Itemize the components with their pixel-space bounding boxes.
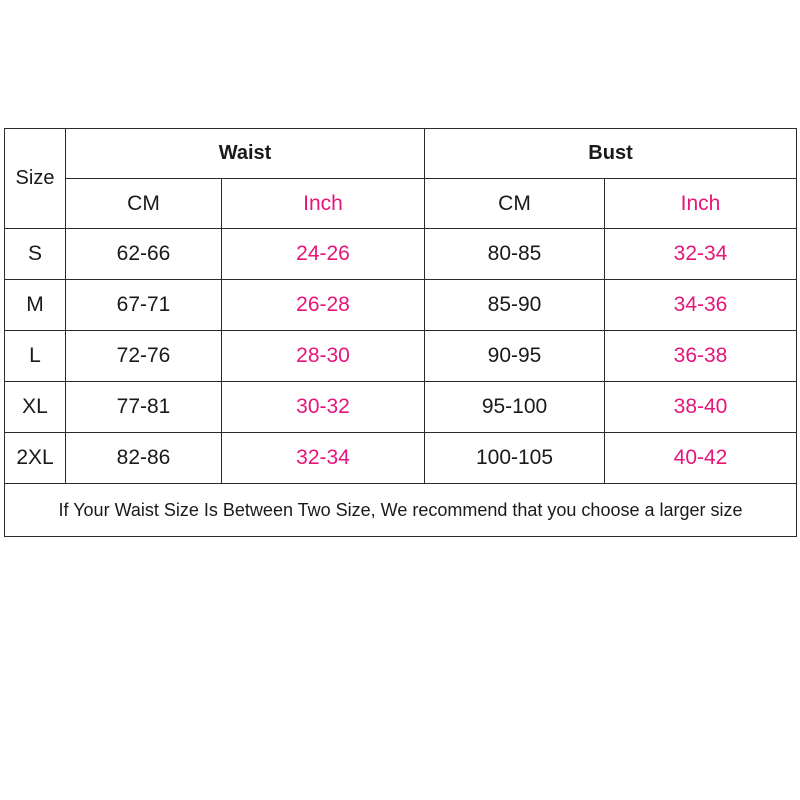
- table-row: [5, 280, 797, 331]
- waist-cm-cell: 77-81: [66, 382, 222, 433]
- waist-inch-cell: 26-28: [222, 280, 425, 331]
- bust-inch-cell: 38-40: [605, 382, 797, 433]
- waist-inch-cell: 32-34: [222, 433, 425, 484]
- table-row: [5, 433, 797, 484]
- size-recommendation-note: If Your Waist Size Is Between Two Size, We recommend that you choose a larger size: [5, 484, 797, 537]
- bust-inch-cell: 36-38: [605, 331, 797, 382]
- bust-cm-cell: 80-85: [425, 229, 605, 280]
- size-cell: L: [5, 331, 66, 382]
- bust-cm-cell: 100-105: [425, 433, 605, 484]
- size-cell: M: [5, 280, 66, 331]
- waist-inch-cell: 30-32: [222, 382, 425, 433]
- note-row: [5, 484, 797, 537]
- waist-group-header: Waist: [66, 129, 425, 179]
- table-row: [5, 382, 797, 433]
- table-header-row: [5, 129, 797, 179]
- bust-cm-cell: 85-90: [425, 280, 605, 331]
- bust-group-header: Bust: [425, 129, 797, 179]
- bust-cm-cell: 90-95: [425, 331, 605, 382]
- waist-cm-header: CM: [66, 179, 222, 229]
- bust-inch-cell: 32-34: [605, 229, 797, 280]
- waist-inch-header: Inch: [222, 179, 425, 229]
- bust-cm-header: CM: [425, 179, 605, 229]
- waist-cm-cell: 62-66: [66, 229, 222, 280]
- table-row: [5, 229, 797, 280]
- waist-cm-cell: 67-71: [66, 280, 222, 331]
- size-cell: S: [5, 229, 66, 280]
- bust-inch-cell: 40-42: [605, 433, 797, 484]
- table-subheader-row: [5, 179, 797, 229]
- size-cell: XL: [5, 382, 66, 433]
- size-chart-table: [4, 128, 797, 537]
- table-row: [5, 331, 797, 382]
- bust-inch-header: Inch: [605, 179, 797, 229]
- waist-inch-cell: 28-30: [222, 331, 425, 382]
- bust-inch-cell: 34-36: [605, 280, 797, 331]
- size-cell: 2XL: [5, 433, 66, 484]
- bust-cm-cell: 95-100: [425, 382, 605, 433]
- waist-cm-cell: 72-76: [66, 331, 222, 382]
- waist-cm-cell: 82-86: [66, 433, 222, 484]
- size-column-header: Size: [5, 129, 66, 229]
- waist-inch-cell: 24-26: [222, 229, 425, 280]
